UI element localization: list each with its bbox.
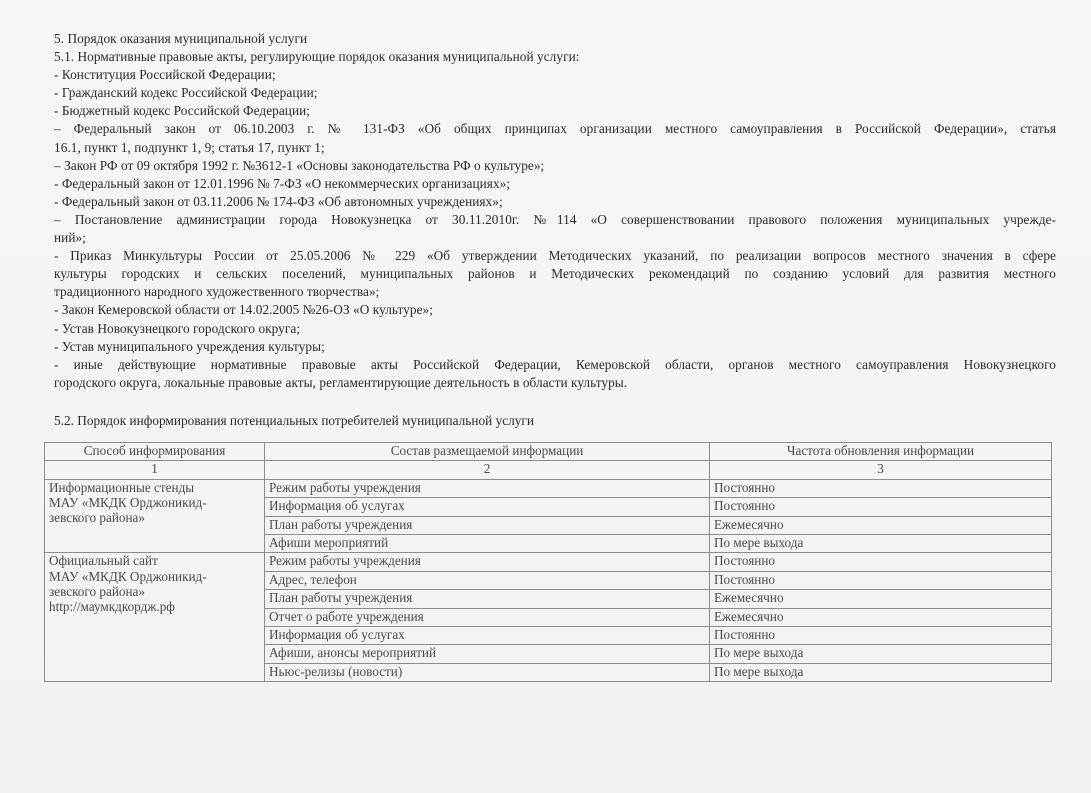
info-cell: Афиши мероприятий [265, 534, 710, 552]
channel-line: зевского района» [49, 583, 145, 599]
channel-cell-stands [45, 479, 265, 553]
frequency-cell: Постоянно [710, 479, 1052, 497]
table-number-row [45, 461, 1052, 479]
channel-line: Официальный сайт [49, 553, 158, 569]
frequency-cell: Постоянно [710, 498, 1052, 516]
frequency-cell: Постоянно [710, 553, 1052, 571]
act-item: – Постановление администрации города Новокузнецка от 30.11.2010г. №114 «О совершенствовании правового положения муниципальных учрежде- [54, 211, 1056, 227]
info-cell: План работы учреждения [265, 590, 710, 608]
act-item: традиционного народного художественного творчества»; [54, 284, 380, 300]
act-item: - Приказ Минкультуры России от 25.05.2006 № 229 «Об утверждении Методических указаний, по реализации вопросов местного значения в сфере [54, 248, 1056, 264]
act-item: - Устав Новокузнецкого городского округа; [54, 320, 301, 336]
header-content: Состав размещаемой информации [265, 443, 710, 461]
info-cell: Информация об услугах [265, 498, 710, 516]
act-item: культуры городских и сельских поселений, муниципальных районов и Методических рекомендаций по созданию условий для развития местного [54, 266, 1056, 282]
info-cell: Ньюс-релизы (новости) [265, 663, 710, 681]
info-cell: Информация об услугах [265, 626, 710, 644]
frequency-cell: Ежемесячно [710, 590, 1052, 608]
info-cell: Режим работы учреждения [265, 553, 710, 571]
channel-line: Информационные стенды [49, 479, 195, 495]
info-cell: Адрес, телефон [265, 571, 710, 589]
column-number: 2 [265, 461, 710, 479]
header-method: Способ информирования [45, 443, 265, 461]
column-number: 1 [45, 461, 265, 479]
frequency-cell: Постоянно [710, 626, 1052, 644]
frequency-cell: По мере выхода [710, 534, 1052, 552]
channel-line: МАУ «МКДК Орджоникид- [49, 495, 207, 511]
act-item: - Бюджетный кодекс Российской Федерации; [54, 103, 311, 119]
frequency-cell: Постоянно [710, 571, 1052, 589]
act-item: – Федеральный закон от 06.10.2003 г. № 131-ФЗ «Об общих принципах организации местного самоуправления в Российской Федерации», статья [54, 121, 1056, 137]
act-item: 16.1, пункт 1, подпункт 1, 9; статья 17, пункт 1; [54, 139, 325, 155]
act-item: - Гражданский кодекс Российской Федерации; [54, 85, 318, 101]
act-item: - Конституция Российской Федерации; [54, 67, 276, 83]
information-table [44, 442, 1052, 682]
act-item: городского округа, локальные правовые акты, регламентирующие деятельность в области культуры. [54, 374, 628, 390]
section-5-text [54, 30, 1056, 392]
table-header-row [45, 443, 1052, 461]
section-5-2-title: 5.2. Порядок информирования потенциальных потребителей муниципальной услуги [54, 413, 534, 428]
act-item: - Федеральный закон от 03.11.2006 № 174-ФЗ «Об автономных учреждениях»; [54, 193, 503, 209]
column-number: 3 [710, 461, 1052, 479]
channel-line: зевского района» [49, 510, 145, 526]
frequency-cell: По мере выхода [710, 645, 1052, 663]
section-5-1-title: 5.1. Нормативные правовые акты, регулирующие порядок оказания муниципальной услуги: [54, 49, 580, 65]
table-row [45, 479, 1052, 497]
frequency-cell: По мере выхода [710, 663, 1052, 681]
frequency-cell: Ежемесячно [710, 608, 1052, 626]
act-item: - Федеральный закон от 12.01.1996 № 7-ФЗ «О некоммерческих организациях»; [54, 175, 511, 191]
channel-cell-website [45, 553, 265, 682]
act-item: - Устав муниципального учреждения культуры; [54, 338, 325, 354]
info-cell: Отчет о работе учреждения [265, 608, 710, 626]
act-item: - Закон Кемеровской области от 14.02.2005 №26-ОЗ «О культуре»; [54, 302, 433, 318]
channel-line: МАУ «МКДК Орджоникид- [49, 568, 207, 584]
frequency-cell: Ежемесячно [710, 516, 1052, 534]
info-cell: План работы учреждения [265, 516, 710, 534]
header-frequency: Частота обновления информации [710, 443, 1052, 461]
website-url: http://маумкдкордж.рф [49, 599, 175, 615]
table-row [45, 553, 1052, 571]
act-item: – Закон РФ от 09 октября 1992 г. №3612-1 «Основы законодательства РФ о культуре»; [54, 157, 545, 173]
info-cell: Афиши, анонсы мероприятий [265, 645, 710, 663]
info-cell: Режим работы учреждения [265, 479, 710, 497]
act-item: ний»; [54, 230, 86, 246]
section-5-title: 5. Порядок оказания муниципальной услуги [54, 31, 308, 46]
act-item: - иные действующие нормативные правовые акты Российской Федерации, Кемеровской области, органов местного самоуправления Новокузнецкого [54, 356, 1056, 372]
